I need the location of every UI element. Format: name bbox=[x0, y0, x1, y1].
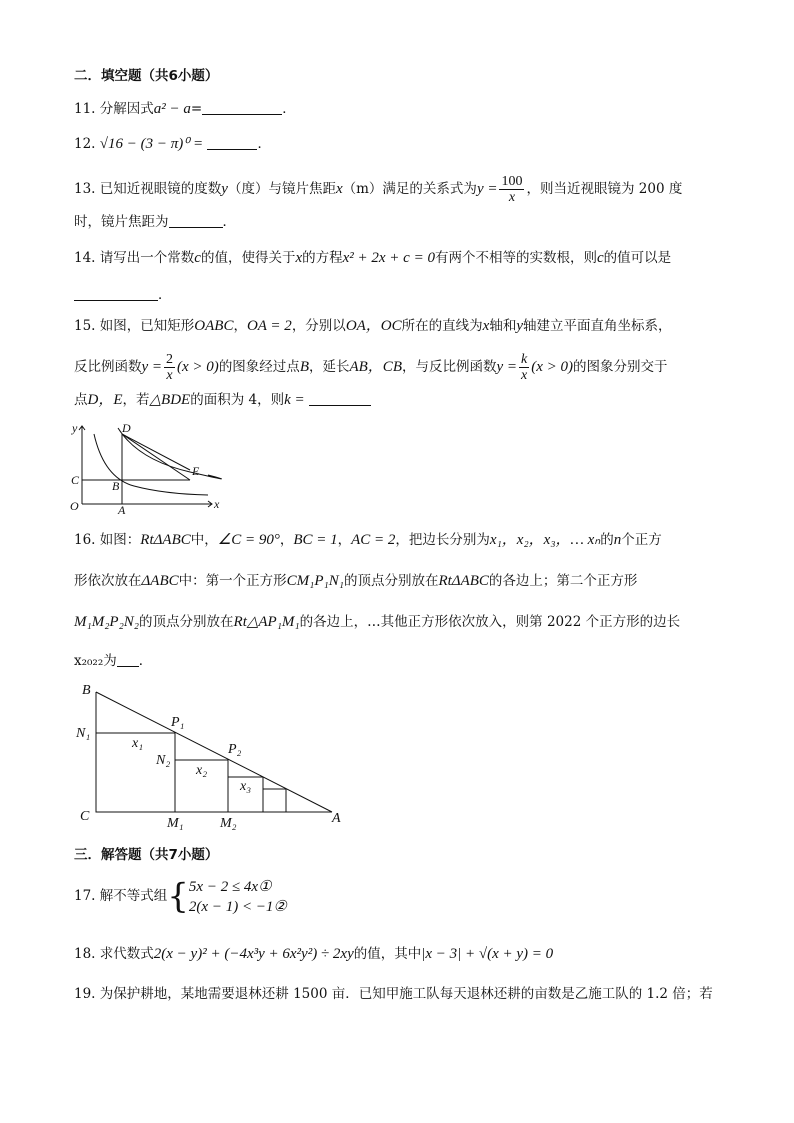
label-e: E bbox=[192, 464, 200, 478]
math-expression: y = bbox=[476, 181, 498, 197]
label-x3: x₃ bbox=[240, 779, 252, 794]
fraction bbox=[519, 352, 529, 383]
label-n1: N₁ bbox=[76, 726, 91, 741]
variable: x bbox=[482, 318, 490, 334]
fraction-denominator: x bbox=[521, 368, 528, 383]
label-m1: M₁ bbox=[167, 816, 184, 830]
question-text: 的顶点分别放在 bbox=[343, 573, 439, 589]
question-text: 的值，其中 bbox=[353, 946, 422, 962]
question-text: 如图，已知矩形 bbox=[99, 318, 195, 334]
inequality-system bbox=[189, 877, 287, 917]
fraction-numerator: 2 bbox=[166, 352, 174, 367]
math-expression: √16 − (3 − π)⁰ = bbox=[99, 136, 204, 152]
question-text: 个正方 bbox=[621, 532, 662, 548]
question-number: 11. bbox=[74, 101, 96, 117]
label-x1: x₁ bbox=[132, 736, 144, 751]
question-15-line3 bbox=[74, 390, 371, 410]
question-text: 求代数式 bbox=[99, 946, 154, 962]
question-15-line2 bbox=[74, 352, 668, 383]
inequality-2: 2(x − 1) < −1② bbox=[188, 898, 287, 915]
question-text: 分解因式 bbox=[99, 101, 154, 117]
variable: c bbox=[194, 250, 201, 266]
question-text: 请写出一个常数 bbox=[99, 250, 195, 266]
label-c: C bbox=[71, 473, 80, 487]
answer-blank[interactable] bbox=[117, 652, 139, 667]
math-expression: (x > 0) bbox=[531, 359, 574, 375]
math-expression: RtΔABC bbox=[438, 573, 489, 589]
answer-blank[interactable] bbox=[74, 286, 158, 301]
question-text: 的图象分别交于 bbox=[573, 359, 668, 375]
question-number: 14. bbox=[74, 250, 96, 266]
label-m2: M₂ bbox=[220, 816, 237, 830]
segment-db bbox=[122, 434, 190, 480]
answer-blank[interactable] bbox=[202, 100, 282, 115]
math-expression: (x > 0) bbox=[177, 359, 219, 375]
question-19 bbox=[74, 984, 713, 1004]
fraction bbox=[499, 174, 524, 205]
period: ． bbox=[222, 214, 236, 230]
figure-15 bbox=[68, 420, 228, 515]
label-p2: P₂ bbox=[228, 742, 242, 757]
label-c: C bbox=[80, 809, 90, 824]
math-expression: AC = 2 bbox=[351, 532, 396, 548]
question-text: 形依次放在 bbox=[74, 573, 142, 589]
question-18 bbox=[74, 944, 553, 964]
question-text: 所在的直线为 bbox=[401, 318, 483, 334]
question-14 bbox=[74, 248, 671, 268]
math-expression: BC = 1 bbox=[293, 532, 338, 548]
question-number: 13. bbox=[74, 181, 96, 197]
question-text: 的各边上；第二个正方形 bbox=[488, 573, 638, 589]
math-expression: x₁，x₂，x₃，… xₙ bbox=[489, 532, 601, 548]
question-text: 反比例函数 bbox=[74, 359, 142, 375]
question-12 bbox=[74, 134, 271, 154]
math-expression: OA = 2 bbox=[246, 318, 292, 334]
question-number: 19. bbox=[74, 986, 96, 1002]
curve-y-k-over-x bbox=[118, 428, 221, 479]
question-17 bbox=[74, 876, 287, 917]
equals-sign: = bbox=[190, 101, 203, 117]
fraction-numerator: k bbox=[521, 352, 528, 367]
variable: x bbox=[335, 181, 343, 197]
math-expression: k = bbox=[284, 392, 305, 408]
question-15: 15. 如图，已知矩形OABC，OA = 2，分别以OA，OC所在的直线为x轴和y轴建立平面直角坐标系， bbox=[74, 318, 672, 334]
question-text: 的面积为 4，则 bbox=[190, 392, 285, 408]
math-expression: Rt△AP₁M₁ bbox=[233, 614, 300, 630]
variable: y bbox=[516, 318, 523, 334]
question-text: 解不等式组 bbox=[99, 888, 168, 904]
math-expression: 2(x − y)² + (−4x³y + 6x²y²) ÷ 2xy bbox=[153, 946, 354, 962]
question-text: 轴和 bbox=[489, 318, 517, 334]
question-number: 15. bbox=[74, 318, 96, 334]
question-text: （m）满足的关系式为 bbox=[342, 181, 477, 197]
variable: y bbox=[221, 181, 228, 197]
brace: { bbox=[167, 876, 189, 917]
question-text: 的值，使得关于 bbox=[200, 250, 296, 266]
question-text: ，则当近视眼镜为 200 度 bbox=[526, 181, 683, 197]
question-text: 的顶点分别放在 bbox=[139, 614, 234, 630]
fraction-denominator: x bbox=[508, 190, 516, 205]
math-expression: ∠C = 90° bbox=[217, 532, 280, 548]
question-text: ，分别以 bbox=[291, 318, 346, 334]
section-heading: 三．解答题（共7小题） bbox=[74, 847, 219, 863]
question-14-cont bbox=[74, 285, 172, 305]
question-text: 已知近视眼镜的度数 bbox=[99, 181, 222, 197]
label-a: A bbox=[332, 811, 341, 826]
inequality-1: 5x − 2 ≤ 4x① bbox=[188, 878, 272, 895]
label-d: D bbox=[122, 421, 131, 435]
math-expression: OA，OC bbox=[345, 318, 402, 334]
label-a: A bbox=[118, 503, 126, 515]
question-16-line2 bbox=[74, 571, 637, 591]
question-16: 16. 如图：RtΔABC中，∠C = 90°，BC = 1，AC = 2，把边长分别为x₁，x₂，x₃，… xₙ的n个正方 bbox=[74, 532, 662, 548]
question-text: （度）与镜片焦距 bbox=[227, 181, 336, 197]
question-text: 轴建立平面直角坐标系， bbox=[523, 318, 672, 334]
fraction-denominator: x bbox=[166, 368, 173, 383]
label-n2: N₂ bbox=[156, 753, 171, 768]
question-text: x₂₀₂₂为 bbox=[74, 653, 117, 669]
question-number: 18. bbox=[74, 946, 96, 962]
section-heading: 二．填空题（共6小题） bbox=[74, 68, 219, 84]
answer-blank[interactable] bbox=[309, 391, 371, 406]
period: ． bbox=[282, 101, 296, 117]
label-o: O bbox=[70, 499, 79, 513]
math-expression: CM₁P₁N₁ bbox=[286, 573, 344, 589]
math-expression: ΔABC bbox=[141, 573, 179, 589]
variable: n bbox=[613, 532, 622, 548]
question-text: 的图象经过点 bbox=[218, 359, 300, 375]
math-expression: AB，CB bbox=[349, 359, 402, 375]
variable: B bbox=[299, 359, 309, 375]
math-expression: M₁M₂P₂N₂ bbox=[74, 614, 140, 630]
segment-de bbox=[122, 434, 190, 470]
question-text: 的方程 bbox=[302, 250, 343, 266]
question-16-line4 bbox=[74, 651, 152, 671]
question-text: ，与反比例函数 bbox=[401, 359, 497, 375]
question-text: ，若 bbox=[122, 392, 150, 408]
fraction bbox=[164, 352, 175, 383]
period: ． bbox=[138, 653, 153, 669]
question-13-cont bbox=[74, 212, 236, 232]
question-text: 的 bbox=[600, 532, 614, 548]
math-expression: y = bbox=[141, 359, 163, 375]
math-expression: y = bbox=[496, 359, 518, 375]
question-11 bbox=[74, 99, 296, 119]
square-4 bbox=[263, 789, 286, 812]
label-x2: x₂ bbox=[196, 763, 208, 778]
math-expression: D，E bbox=[87, 392, 123, 408]
label-p1: P₁ bbox=[171, 715, 185, 730]
variable: c bbox=[596, 250, 604, 266]
period: ． bbox=[158, 287, 172, 303]
question-13 bbox=[74, 174, 682, 205]
label-y: y bbox=[72, 421, 78, 435]
math-expression: RtΔABC bbox=[140, 532, 191, 548]
question-text: 中， bbox=[190, 532, 218, 548]
label-x: x bbox=[214, 497, 220, 511]
period: ． bbox=[257, 136, 271, 152]
hypotenuse-ab bbox=[96, 692, 332, 812]
question-number: 17. bbox=[74, 888, 96, 904]
question-text: 的各边上，…其他正方形依次放入，则第 2022 个正方形的边长 bbox=[299, 614, 681, 630]
question-text: 有两个不相等的实数根，则 bbox=[434, 250, 597, 266]
question-text: 中：第一个正方形 bbox=[178, 573, 287, 589]
question-text: 时，镜片焦距为 bbox=[74, 214, 169, 230]
question-text: 点 bbox=[74, 392, 88, 408]
math-expression: △BDE bbox=[149, 392, 191, 408]
question-number: 16. bbox=[74, 532, 96, 548]
math-expression: a² − a bbox=[153, 101, 191, 117]
question-16-line3 bbox=[74, 612, 680, 632]
variable: OABC bbox=[194, 318, 234, 334]
question-text: ，把边长分别为 bbox=[395, 532, 490, 548]
question-text: 如图： bbox=[99, 532, 141, 548]
question-text: 为保护耕地，某地需要退林还耕 1500 亩．已知甲施工队每天退林还耕的亩数是乙施工队的 1.2 倍；若 bbox=[99, 986, 713, 1002]
answer-blank[interactable] bbox=[207, 135, 257, 150]
variable: x bbox=[295, 250, 303, 266]
math-expression: |x − 3| + √(x + y) = 0 bbox=[421, 946, 554, 962]
question-text: ，延长 bbox=[308, 359, 350, 375]
answer-blank[interactable] bbox=[169, 213, 223, 228]
figure-16 bbox=[74, 680, 354, 830]
question-number: 12. bbox=[74, 136, 96, 152]
math-expression: x² + 2x + c = 0 bbox=[342, 250, 435, 266]
label-b: B bbox=[82, 683, 91, 698]
label-b: B bbox=[112, 479, 120, 493]
fraction-numerator: 100 bbox=[501, 174, 523, 189]
question-text: 的值可以是 bbox=[603, 250, 672, 266]
